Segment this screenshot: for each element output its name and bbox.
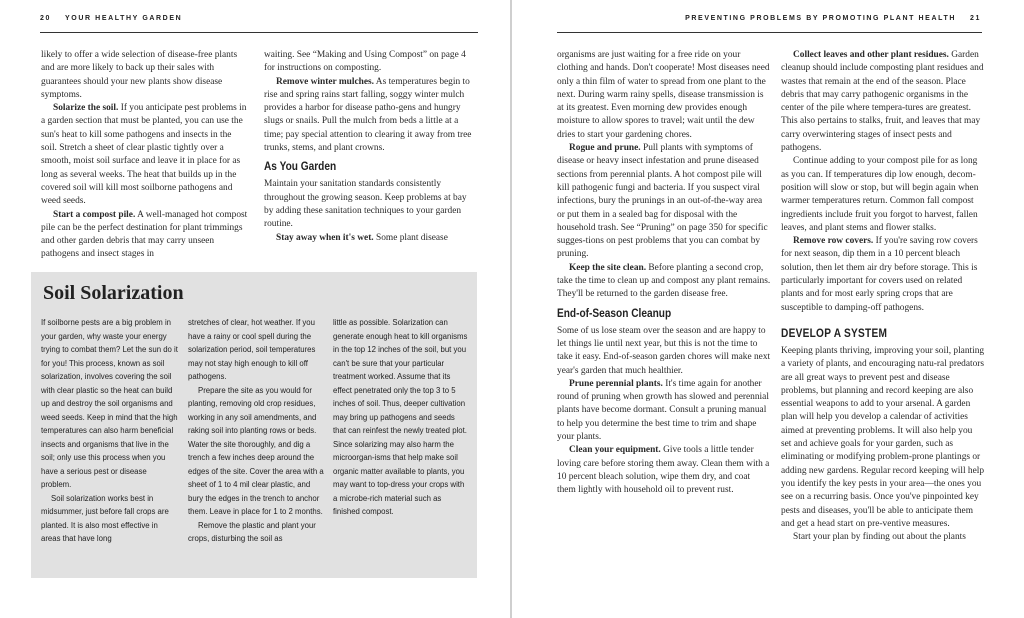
header-rule	[557, 32, 982, 33]
paragraph: Maintain your sanitation standards consistently throughout the growing season. Keep problems at bay by adding these sanitation techniques to your garden routine.	[264, 179, 467, 230]
paragraph: If soilborne pests are a big problem in your garden, why waste your energy trying to combat them? Let the sun do it for you! This process, known as soil solarization, involves covering the soil with clear plastic so the heat can build up and destroy the soil organisms and weed seeds. Keep in mind that the high temperatures can also harm beneficial insects and organisms that live in the soil; only use this process when you have a serious pest or disease problem.	[41, 318, 178, 489]
paragraph-lead: Stay away when it's wet.	[276, 232, 374, 243]
section-heading: As You Garden	[264, 161, 337, 174]
left-page	[0, 0, 510, 618]
paragraph: Rogue and prune. Pull plants with symptoms of disease or heavy insect infestation and prune diseased sections from perennial plants. A hot compost pile will kill pathogenic fungi and bacteria. If you suspect viral infections, bury the prunings in an out-of-the-way area or put them in a sealed bag for disposal with the household trash. See “Pruning” on page 350 for specific sugges-tions on pest problems that you can combat by pruning.	[557, 143, 768, 260]
paragraph: Soil solarization works best in midsummer, just before fall crops are planted. It is also most effective in areas that have long	[41, 493, 169, 543]
paragraph-lead: Remove row covers.	[793, 236, 874, 247]
paragraph: Remove row covers. If you're saving row covers for next season, dip them in a 10 percent bleach solution, then let them air dry before storage. This is particularly important for covers used on related plants and for most early spring crops that are susceptible to damping-off pathogens.	[781, 236, 978, 313]
paragraph: Stay away when it's wet. Some plant disease	[276, 232, 448, 243]
paragraph: Some of us lose steam over the season and are happy to let things lie until next year, but this is not the time to take it easy. End-of-season garden chores will make next year's garden that much healthier.	[557, 325, 771, 376]
paragraph-lead: Clean your equipment.	[569, 445, 661, 456]
sidebar-column-1	[41, 316, 179, 546]
paragraph: Collect leaves and other plant residues. Garden cleanup should include composting plant residues and wastes that remain at the end of the season. Place debris that may carry pathogenic organisms in the center of the pile where tempera-tures are greatest. This also pertains to stalks, fruit, and leaves that may carry overwintering stages of insect pests and pathogens.	[781, 50, 984, 154]
section-heading: DEVELOP A SYSTEM	[781, 327, 888, 340]
text-column-1	[41, 49, 249, 262]
text-column-1	[557, 49, 771, 498]
section-heading: End-of-Season Cleanup	[557, 307, 672, 320]
paragraph: Remove winter mulches. As temperatures begin to rise and spring rains start falling, soggy winter mulch provides a harbor for disease patho-gens and hungry slugs or snails. Pull the mulch from beds a little at a time; pay special attention to clearing it away from tree trunks, stems, and plant crowns.	[264, 76, 472, 154]
paragraph: stretches of clear, hot weather. If you have a rainy or cool spell during the solarization period, soil temperatures may not stay high enough to kill off pathogens.	[188, 318, 316, 381]
paragraph: Remove the plastic and plant your crops, disturbing the soil as	[188, 520, 316, 543]
paragraph-lead: Rogue and prune.	[569, 143, 641, 154]
paragraph-lead: Start a compost pile.	[53, 209, 136, 220]
paragraph: Continue adding to your compost pile for as long as you can. If temperatures dip low enough, decom-position will slow or stop, but will begin again when warmer temperatures return. Common fall compost ingredients include fruit you forgot to harvest, fallen leaves, and plant stems and flower stalks.	[781, 156, 979, 233]
paragraph-lead: Collect leaves and other plant residues.	[793, 50, 949, 60]
paragraph: waiting. See “Making and Using Compost” on page 4 for instructions on composting.	[264, 50, 466, 74]
paragraph: likely to offer a wide selection of disease-free plants and are more likely to back up their sales with guarantees should your new plants show disease symptoms.	[41, 50, 238, 100]
paragraph: Clean your equipment. Give tools a little tender loving care before storing them away. Clean them with a 10 percent bleach solution, wipe them dry, and coat them lightly with household oil to prevent rust.	[557, 445, 770, 496]
paragraph-lead: Prune perennial plants.	[569, 378, 663, 389]
text-column-2	[264, 49, 478, 245]
paragraph-lead: Remove winter mulches.	[276, 76, 374, 87]
paragraph: little as possible. Solarization can generate enough heat to kill organisms in the top 12 inches of the soil, but you can't be sure that your particular treatment worked. Assume that its effect penetrated only the top 3 to 5 inches of soil. Thus, deeper cultivation may bring up pathogens and seeds that can reinfest the newly treated plot. Since solarizing may also harm the microorgan-isms that help make soil organic matter available to plants, you may want to top-dress your crops with a microbe-rich material such as finished compost.	[333, 318, 468, 516]
sidebar-column-2	[188, 316, 324, 546]
running-head-text: PREVENTING PROBLEMS BY PROMOTING PLANT HEALTH	[685, 15, 956, 22]
sidebar-column-3	[333, 316, 469, 519]
paragraph-lead: Solarize the soil.	[53, 103, 119, 114]
paragraph: organisms are just waiting for a free ride on your clothing and hands. Don't cooperate! Most diseases need only a thin film of water to spread from one plant to the next. During warm rainy spells, disease transmission is at its greatest. Even morning dew provides enough moisture to allow spores to travel; wait until the dew dries to start your gardening chores.	[557, 50, 770, 140]
running-head-right	[685, 15, 981, 29]
page-number: 20	[40, 15, 51, 22]
paragraph-lead: Keep the site clean.	[569, 262, 647, 273]
paragraph: Prepare the site as you would for planting, removing old crop residues, working in any soil amendments, and raking soil into planting rows or beds. Water the site thoroughly, and dig a trench a few inches deep around the edges of the site. Cover the area with a sheet of 1 to 4 mil clear plastic, and bury the edges in the trench to anchor them. Leave in place for 1 to 2 months.	[188, 385, 324, 516]
paragraph: Prune perennial plants. It's time again for another round of pruning when growth has slowed and perennial plants have become dormant. Consult a pruning manual to help you determine the best time to trim and shape your plants.	[557, 378, 769, 443]
paragraph: Start a compost pile. A well-managed hot compost pile can be the perfect destination for plant trimmings and other garden debris that may carry unseen pathogens and insect stages in	[41, 209, 248, 260]
right-page	[512, 0, 1024, 618]
paragraph: Keeping plants thriving, improving your soil, planting a variety of plants, and encouraging natu-ral predators are all great ways to prevent pest and disease problems, but planning and record keeping are also essential weapons to add to your arsenal. A garden plan will help you develop a calendar of activities aimed at preventing problems. It will also help you set and achieve goals for your garden, such as eliminating or modifying problem-prone plantings or adding new gardens. Regular record keeping will help you identify the key pests in your area—the ones you see on a recurring basis. Once you've pinpointed key pests and diseases, you'll be able to anticipate them and get a head start on pre-ventive measures.	[781, 345, 985, 529]
paragraph: Start your plan by finding out about the plants	[793, 532, 966, 543]
paragraph: Keep the site clean. Before planting a second crop, take the time to clean up and compost any plant remains. They'll be returned to the garden disease free.	[557, 262, 771, 300]
running-head-left	[40, 15, 182, 29]
text-column-2	[781, 49, 985, 544]
header-rule	[40, 32, 478, 33]
running-head-text: YOUR HEALTHY GARDEN	[65, 15, 183, 22]
sidebar-box	[31, 272, 477, 578]
page-number: 21	[970, 15, 981, 22]
sidebar-title: Soil Solarization	[43, 282, 184, 304]
paragraph: Solarize the soil. If you anticipate pest problems in a garden section that must be planted, you can use the sun's heat to kill some pathogens and insects in the soil. Stretch a sheet of clear plastic tightly over a smooth, moist soil surface and leave it in place for as long as several weeks. The heat that builds up in the covered soil will kill most soilborne pathogens and weed seeds.	[41, 103, 247, 207]
